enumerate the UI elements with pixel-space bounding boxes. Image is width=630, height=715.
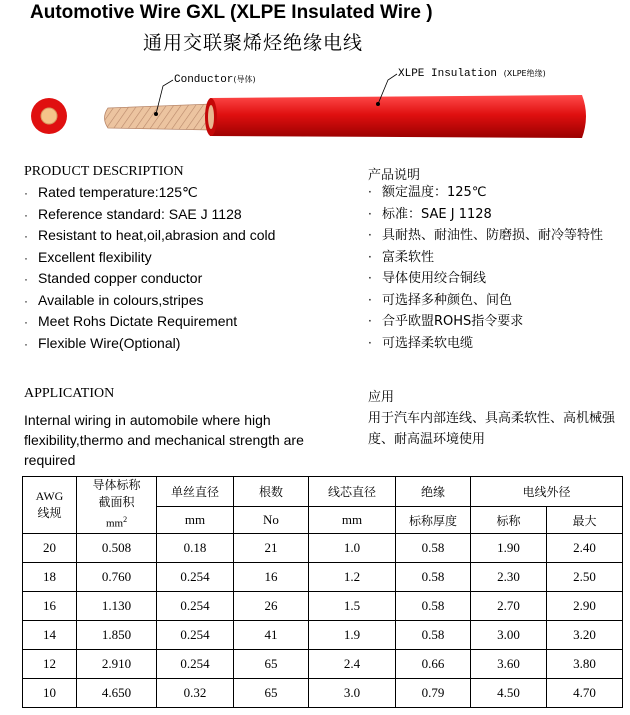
list-item-text: Rated temperature:125℃ xyxy=(38,184,198,200)
table-cell: 0.58 xyxy=(396,591,471,620)
bullet-icon: · xyxy=(24,207,28,222)
table-cell: 65 xyxy=(234,649,309,678)
table-cell: 1.130 xyxy=(77,591,157,620)
list-item xyxy=(24,204,275,226)
conductor-label: Conductor(导体) xyxy=(174,74,256,86)
bullet-icon: · xyxy=(24,250,28,265)
table-cell: 20 xyxy=(23,533,77,562)
description-list-zh xyxy=(368,182,603,354)
header-core-dia: 线芯直径 xyxy=(309,477,396,507)
list-item xyxy=(368,311,603,333)
description-heading-zh: 产品说明 xyxy=(368,168,421,183)
bullet-icon: · xyxy=(24,293,28,308)
header-area: 导体标称 截面积 $mm^2$ xyxy=(77,477,157,534)
table-cell: 21 xyxy=(234,533,309,562)
application-text-zh: 用于汽车内部连线、具高柔软性、高机械强度、耐高温环境使用 xyxy=(368,411,616,447)
conductor-strands-icon xyxy=(105,104,213,130)
table-cell: 0.254 xyxy=(157,649,234,678)
bullet-icon: · xyxy=(368,314,372,328)
list-item-text: 额定温度：125℃ xyxy=(382,185,487,200)
list-item-text: Flexible Wire(Optional) xyxy=(38,334,181,351)
list-item xyxy=(368,290,603,312)
list-item-text: Resistant to heat,oil,abrasion and cold xyxy=(38,227,276,243)
table-cell: 4.70 xyxy=(547,678,623,707)
table-cell: 0.18 xyxy=(157,533,234,562)
table-cell: 0.760 xyxy=(77,562,157,591)
page-subtitle-zh: 通用交联聚烯烃绝缘电线 xyxy=(143,32,364,54)
bullet-icon: · xyxy=(24,315,28,329)
list-item xyxy=(24,182,275,204)
bullet-icon: · xyxy=(368,206,372,221)
table-cell: 4.650 xyxy=(77,678,157,707)
table-cell: 1.2 xyxy=(309,562,396,591)
table-row xyxy=(23,591,623,620)
header-strand-count-unit: No xyxy=(234,507,309,533)
list-item xyxy=(368,333,603,355)
list-item-text: 可选择多种颜色、间色 xyxy=(382,292,513,308)
list-item-text: 导体使用绞合铜线 xyxy=(382,271,487,286)
table-cell: 41 xyxy=(234,620,309,649)
list-item xyxy=(24,311,275,333)
bullet-icon: · xyxy=(368,228,372,242)
bullet-icon: · xyxy=(24,336,28,351)
header-insulation-sub: 标称厚度 xyxy=(396,507,471,533)
header-insulation: 绝缘 xyxy=(396,477,471,507)
list-item-text: 具耐热、耐油性、防磨损、耐冷等特性 xyxy=(382,228,604,243)
table-cell: 3.0 xyxy=(309,678,396,707)
list-item-text: Standed copper conductor xyxy=(38,270,203,286)
header-outer-max: 最大 xyxy=(547,507,623,533)
table-cell: 65 xyxy=(234,678,309,707)
table-row xyxy=(23,678,623,707)
table-cell: 3.00 xyxy=(471,620,547,649)
table-cell: 0.79 xyxy=(396,678,471,707)
application-text-en: Internal wiring in automobile where high flexibility,thermo and mechanical strength are required xyxy=(24,412,304,468)
table-cell: 10 xyxy=(23,678,77,707)
table-cell: 0.58 xyxy=(396,562,471,591)
cross-section-icon xyxy=(31,98,67,134)
bullet-icon: · xyxy=(368,292,372,307)
table-cell: 2.4 xyxy=(309,649,396,678)
table-cell: 1.90 xyxy=(471,533,547,562)
table-row xyxy=(23,533,623,562)
table-cell: 0.58 xyxy=(396,533,471,562)
bullet-icon: · xyxy=(24,272,28,286)
table-cell: 2.70 xyxy=(471,591,547,620)
description-heading-en: PRODUCT DESCRIPTION xyxy=(24,164,184,179)
table-cell: 14 xyxy=(23,620,77,649)
header-outer-dia: 电线外径 xyxy=(471,477,623,507)
table-cell: 2.30 xyxy=(471,562,547,591)
table-cell: 2.40 xyxy=(547,533,623,562)
list-item xyxy=(24,333,275,355)
table-cell: 3.20 xyxy=(547,620,623,649)
list-item-text: Available in colours,stripes xyxy=(38,291,204,308)
list-item-text: Meet Rohs Dictate Requirement xyxy=(38,313,238,329)
table-cell: 3.60 xyxy=(471,649,547,678)
table-cell: 0.254 xyxy=(157,591,234,620)
list-item xyxy=(24,290,275,312)
table-cell: 0.254 xyxy=(157,562,234,591)
bullet-icon: · xyxy=(368,335,372,350)
list-item xyxy=(368,268,603,290)
table-cell: 2.50 xyxy=(547,562,623,591)
insulation-label: XLPE Insulation (XLPE绝缘) xyxy=(398,68,546,80)
table-cell: 1.5 xyxy=(309,591,396,620)
list-item xyxy=(368,247,603,269)
header-outer-nominal: 标称 xyxy=(471,507,547,533)
description-list-en xyxy=(24,182,275,354)
list-item xyxy=(24,225,275,247)
list-item-text: Excellent flexibility xyxy=(38,248,152,265)
table-cell: 2.910 xyxy=(77,649,157,678)
header-core-dia-unit: mm xyxy=(309,507,396,533)
page-title: Automotive Wire GXL (XLPE Insulated Wire ) xyxy=(30,2,433,23)
list-item xyxy=(24,247,275,269)
table-row xyxy=(23,620,623,649)
table-cell: 1.0 xyxy=(309,533,396,562)
bullet-icon: · xyxy=(24,229,28,243)
list-item-text: 标准：SAE J 1128 xyxy=(382,206,492,222)
header-strand-dia: 单丝直径 xyxy=(157,477,234,507)
list-item xyxy=(368,204,603,226)
table-cell: 0.66 xyxy=(396,649,471,678)
list-item xyxy=(368,225,603,247)
header-strand-dia-unit: mm xyxy=(157,507,234,533)
table-cell: 2.90 xyxy=(547,591,623,620)
application-heading-en: APPLICATION xyxy=(24,386,115,401)
list-item xyxy=(368,182,603,204)
spec-table xyxy=(22,476,623,708)
bullet-icon: · xyxy=(368,249,372,264)
bullet-icon: · xyxy=(368,271,372,285)
table-cell: 16 xyxy=(234,562,309,591)
table-cell: 12 xyxy=(23,649,77,678)
table-cell: 0.32 xyxy=(157,678,234,707)
list-item-text: 可选择柔软电缆 xyxy=(382,335,474,351)
bullet-icon: · xyxy=(368,185,372,199)
list-item xyxy=(24,268,275,290)
table-row xyxy=(23,562,623,591)
table-row xyxy=(23,649,623,678)
insulation-sleeve-icon xyxy=(205,95,586,138)
bullet-icon: · xyxy=(24,186,28,200)
application-heading-zh: 应用 xyxy=(368,390,395,405)
table-cell: 18 xyxy=(23,562,77,591)
table-cell: 1.850 xyxy=(77,620,157,649)
header-strand-count: 根数 xyxy=(234,477,309,507)
header-awg: AWG 线规 xyxy=(23,477,77,534)
table-cell: 3.80 xyxy=(547,649,623,678)
table-cell: 0.58 xyxy=(396,620,471,649)
table-cell: 16 xyxy=(23,591,77,620)
table-cell: 0.254 xyxy=(157,620,234,649)
list-item-text: 合乎欧盟ROHS指令要求 xyxy=(382,314,524,329)
list-item-text: Reference standard: SAE J 1128 xyxy=(38,205,242,222)
table-cell: 26 xyxy=(234,591,309,620)
table-cell: 0.508 xyxy=(77,533,157,562)
table-cell: 1.9 xyxy=(309,620,396,649)
table-cell: 4.50 xyxy=(471,678,547,707)
list-item-text: 富柔软性 xyxy=(382,249,435,265)
